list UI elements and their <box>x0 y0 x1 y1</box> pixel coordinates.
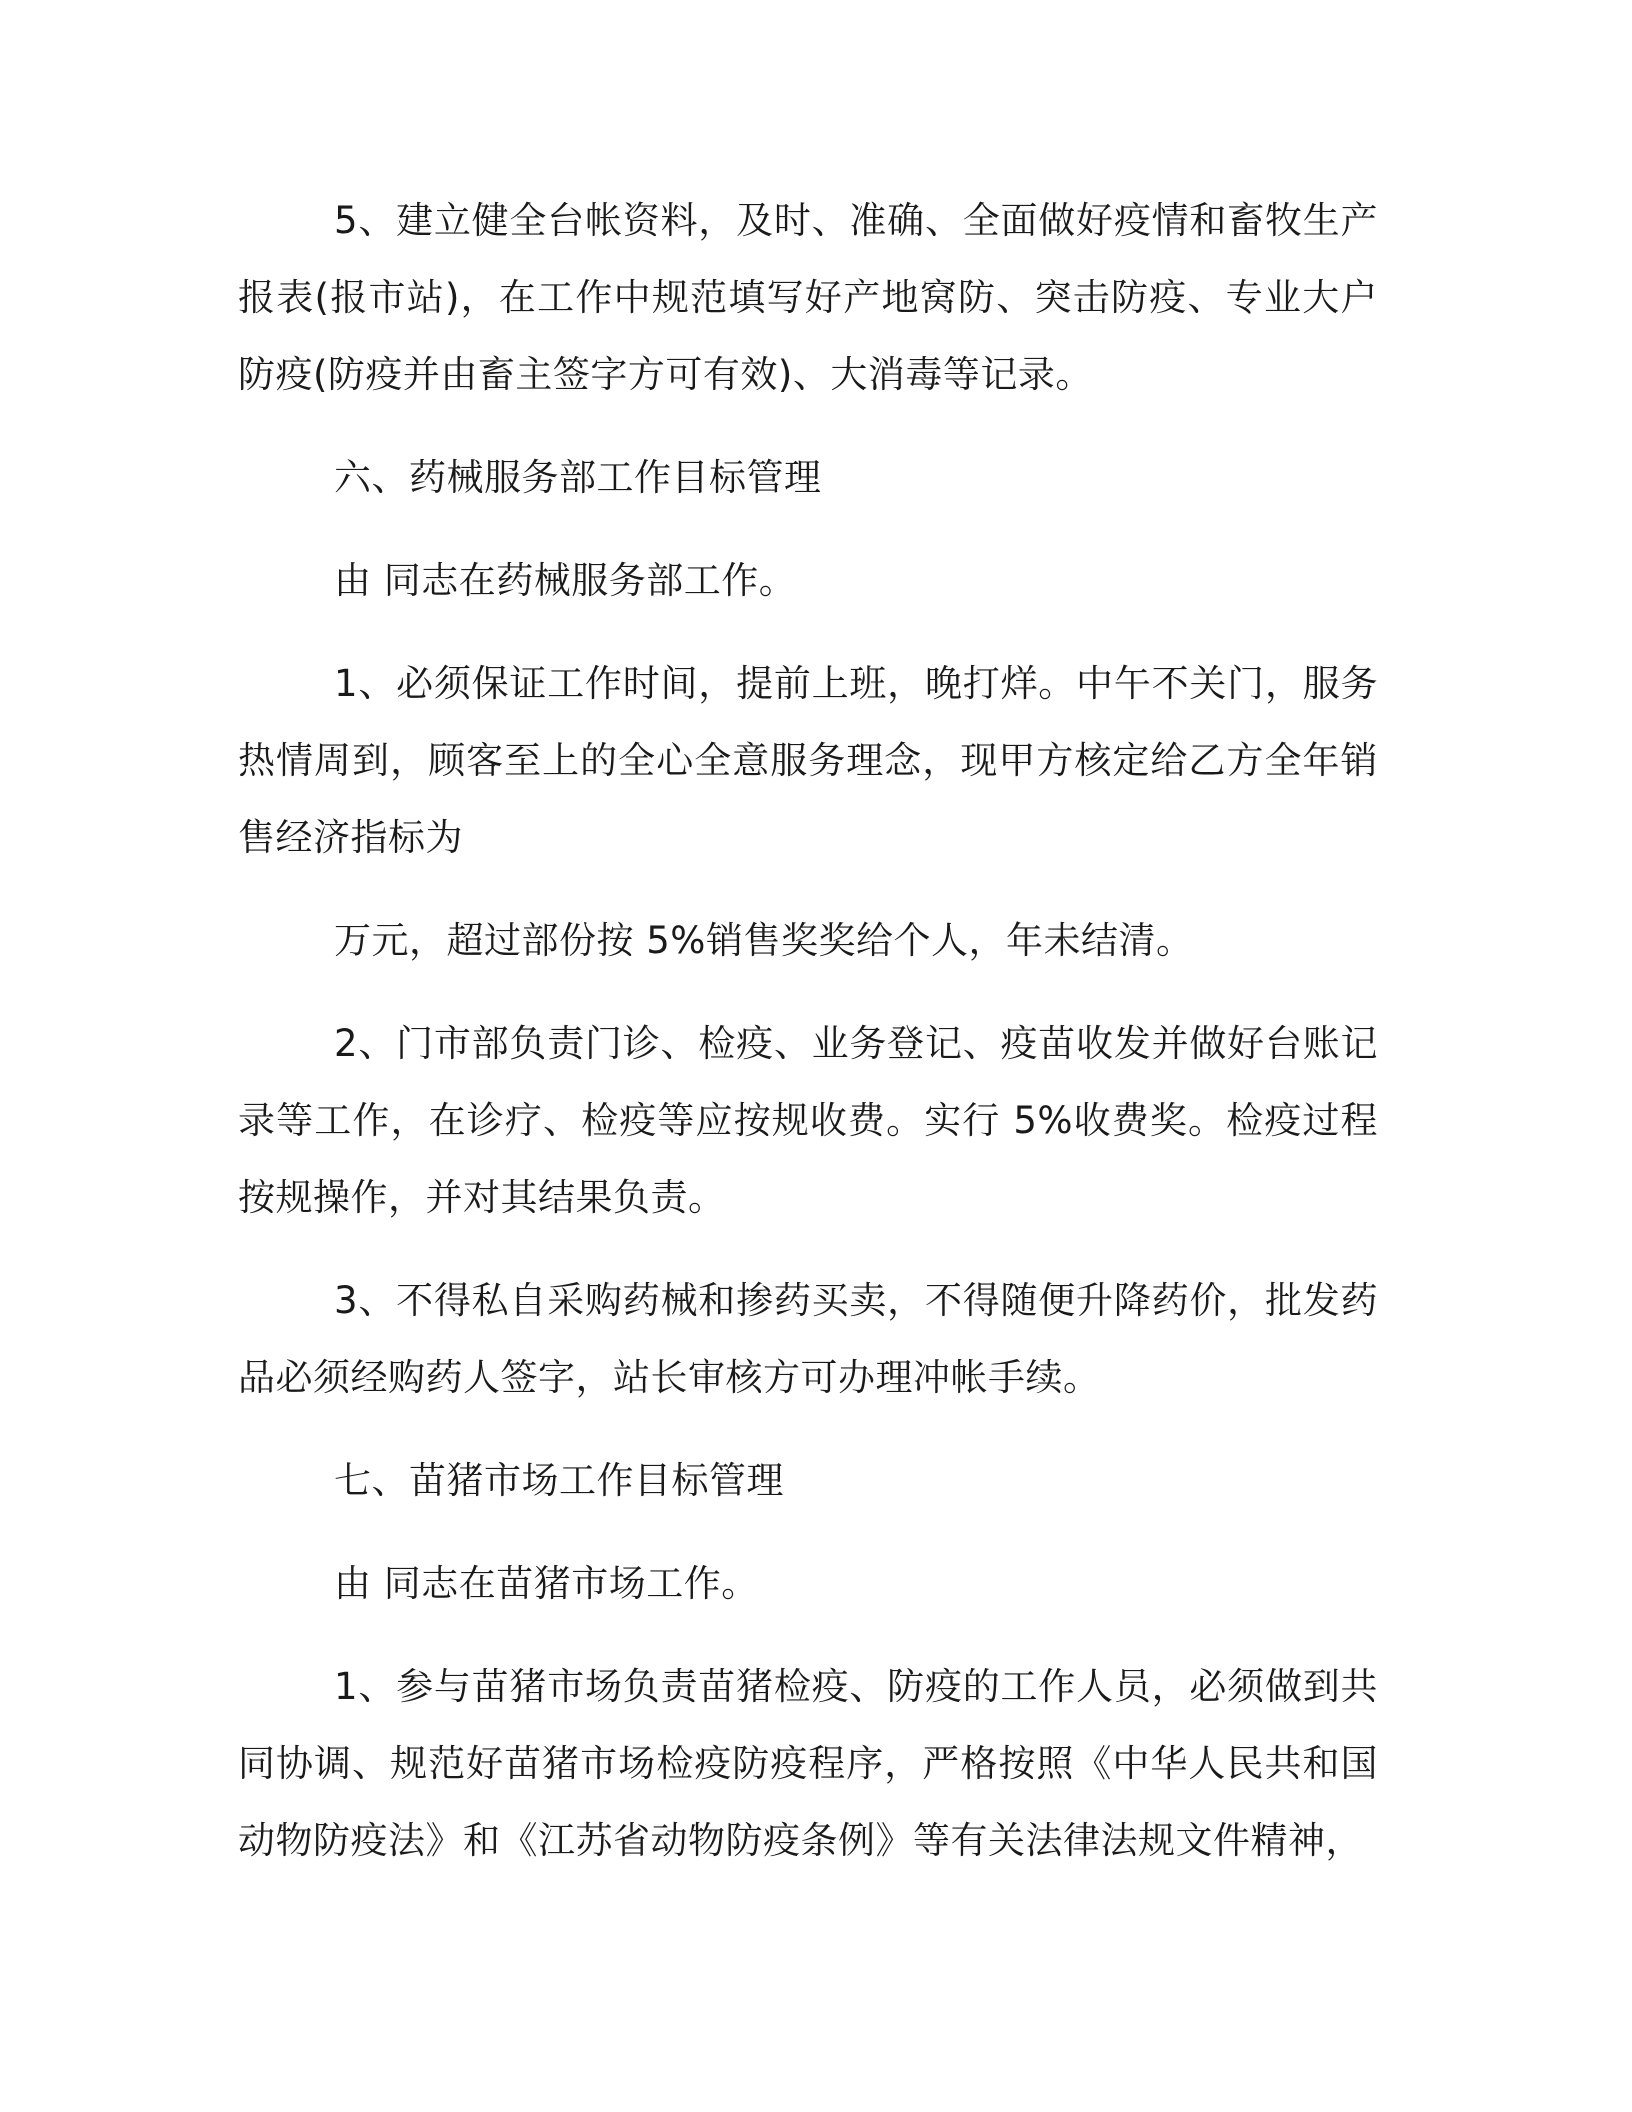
assignment-line-pharmacy: 由 同志在药械服务部工作。 <box>334 559 797 602</box>
assignment-line-piglet-market: 由 同志在苗猪市场工作。 <box>334 1562 759 1605</box>
paragraph-pharmacy-item-2: 2、门市部负责门诊、检疫、业务登记、疫苗收发并做好台账记录等工作，在诊疗、检疫等应按规收费。实行 5%收费奖。检疫过程按规操作，并对其结果负责。 <box>238 1022 1378 1219</box>
paragraph-item-5: 5、建立健全台帐资料，及时、准确、全面做好疫情和畜牧生产报表(报市站)，在工作中规范填写好产地窝防、突击防疫、专业大户防疫(防疫并由畜主签字方可有效)、大消毒等记录。 <box>238 199 1378 396</box>
paragraph-piglet-item-1: 1、参与苗猪市场负责苗猪检疫、防疫的工作人员，必须做到共同协调、规范好苗猪市场检疫防疫程序，严格按照《中华人民共和国动物防疫法》和《江苏省动物防疫条例》等有关法律法规文件精神， <box>238 1665 1378 1862</box>
paragraph-pharmacy-item-1: 1、必须保证工作时间，提前上班，晚打烊。中午不关门，服务热情周到，顾客至上的全心全意服务理念，现甲方核定给乙方全年销售经济指标为 <box>238 662 1378 859</box>
document-body <box>238 182 1378 1879</box>
section-heading-6: 六、药械服务部工作目标管理 <box>334 456 822 499</box>
paragraph-pharmacy-item-3: 3、不得私自采购药械和掺药买卖，不得随便升降药价，批发药品必须经购药人签字，站长审核方可办理冲帐手续。 <box>238 1279 1378 1399</box>
paragraph-sales-bonus: 万元，超过部份按 5%销售奖奖给个人，年未结清。 <box>334 919 1194 962</box>
section-heading-7: 七、苗猪市场工作目标管理 <box>334 1459 784 1502</box>
